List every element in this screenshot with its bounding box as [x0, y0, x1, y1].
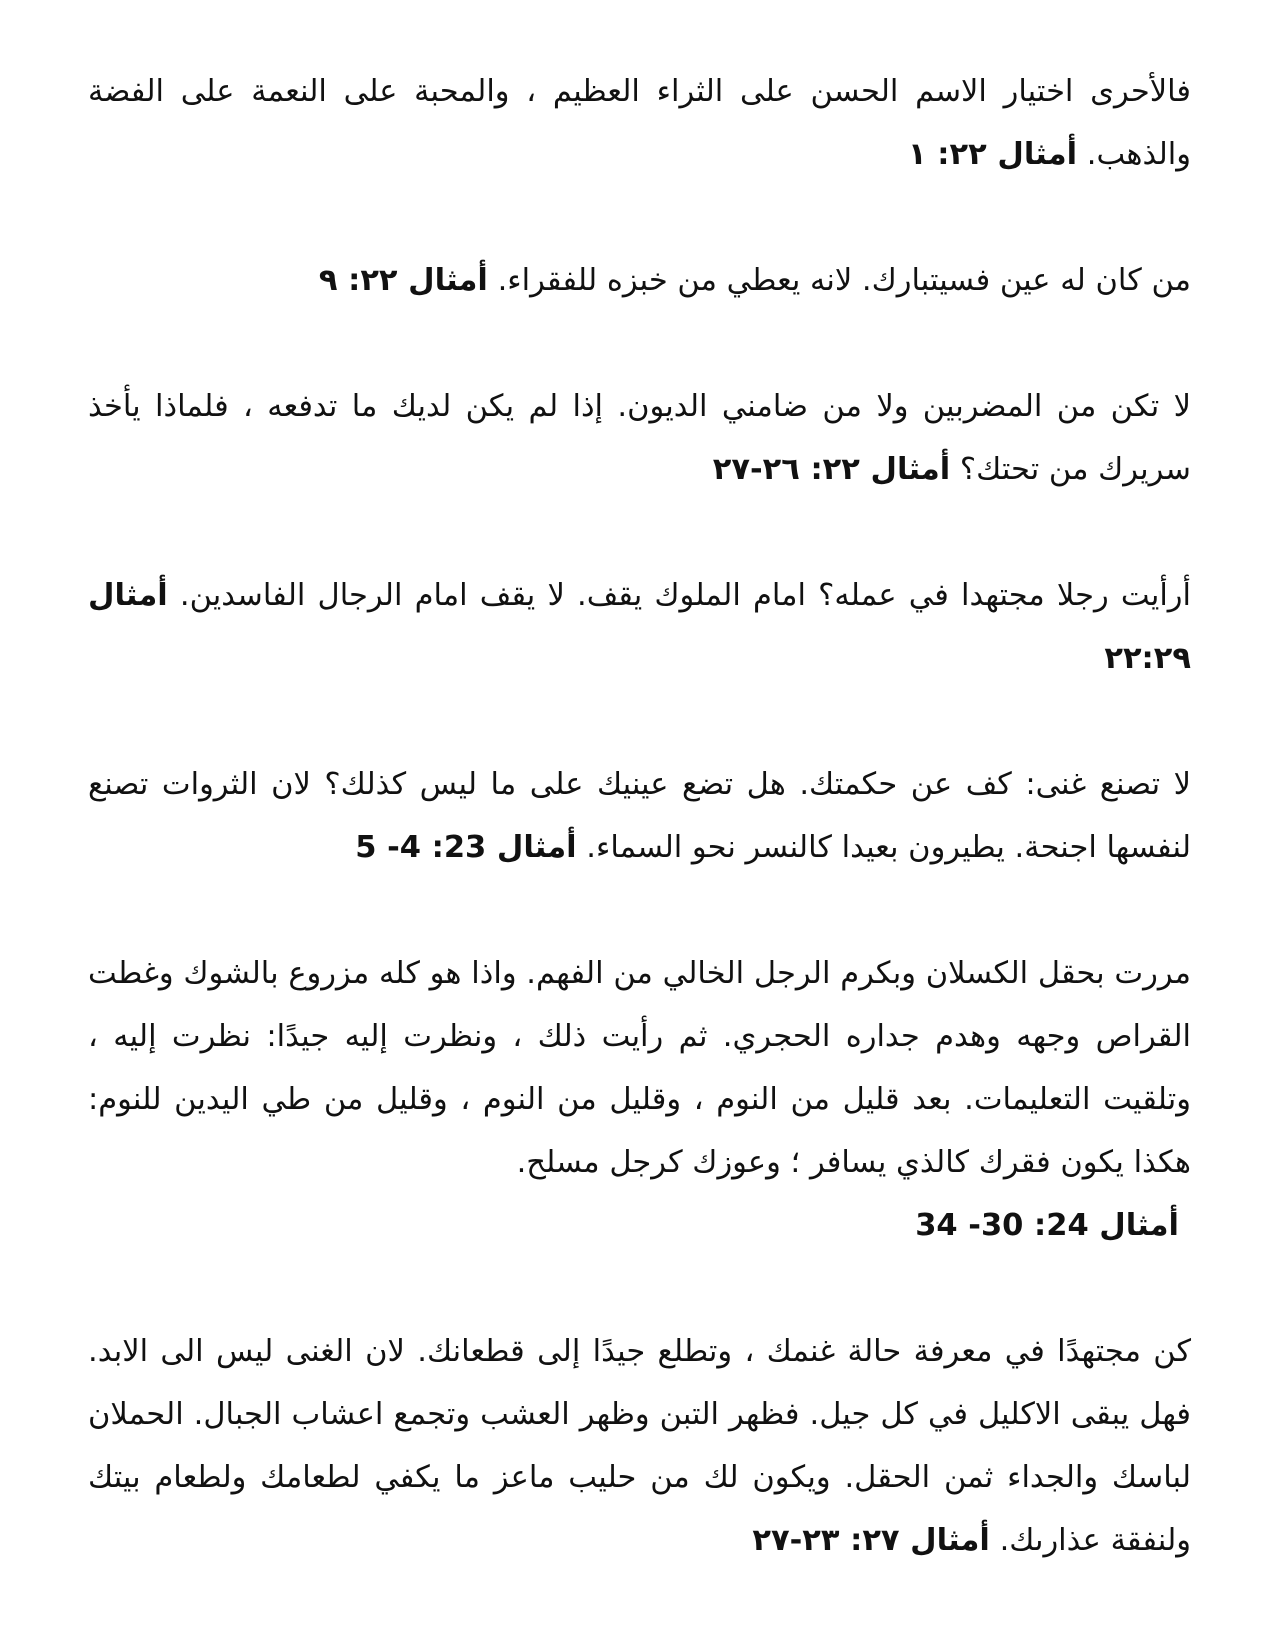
proverb-text: من كان له عين فسيتبارك. لانه يعطي من خبزه للفقراء. — [487, 263, 1191, 298]
proverb-text: مررت بحقل الكسلان وبكرم الرجل الخالي من الفهم. واذا هو كله مزروع بالشوك وغطت القراص وجهه وهدم جداره الحجري. ثم رأيت ذلك ، ونظرت إليه جيدًا: نظرت إليه ، وتلقيت التعليمات. بعد قليل من النوم ، وقليل من النوم ، وقليل من طي اليدين للنوم: هكذا يكون فقرك كالذي يسافر ؛ وعوزك كرجل مسلح. — [88, 956, 1191, 1180]
verse-reference: أمثال ٢٢:٢٩ — [88, 578, 1191, 676]
proverb-text: فالأحرى اختيار الاسم الحسن على الثراء العظيم ، والمحبة على النعمة على الفضة والذهب. — [88, 74, 1191, 172]
verse-reference: أمثال ٢٢: ١ — [908, 137, 1078, 172]
proverb-paragraph — [88, 1320, 1191, 1572]
verse-reference: أمثال ٢٢: ٩ — [318, 263, 488, 298]
verse-reference: أمثال 23: 4- 5 — [355, 830, 577, 865]
proverb-paragraph — [88, 942, 1191, 1257]
proverb-paragraph — [88, 249, 1191, 312]
proverb-text: كن مجتهدًا في معرفة حالة غنمك ، وتطلع جيدًا إلى قطعانك. لان الغنى ليس الى الابد. فهل يبقى الاكليل في كل جيل. فظهر التبن وظهر العشب وتجمع اعشاب الجبال. الحملان لباسك والجداء ثمن الحقل. ويكون لك من حليب ماعز ما يكفي لطعامك ولطعام بيتك ولنفقة عذارىك. — [88, 1334, 1191, 1558]
verse-reference: أمثال 24: 30- 34 — [915, 1208, 1179, 1243]
proverb-text: لا تصنع غنى: كف عن حكمتك. هل تضع عينيك على ما ليس كذلك؟ لان الثروات تصنع لنفسها اجنحة. يطيرون بعيدا كالنسر نحو السماء. — [88, 767, 1191, 865]
verse-reference: أمثال ٢٧: ٢٣-٢٧ — [752, 1523, 990, 1558]
proverb-text: لا تكن من المضربين ولا من ضامني الديون. إذا لم يكن لديك ما تدفعه ، فلماذا يأخذ سريرك من تحتك؟ — [88, 389, 1191, 487]
proverb-text: أرأيت رجلا مجتهدا في عمله؟ امام الملوك يقف. لا يقف امام الرجال الفاسدين. — [167, 578, 1191, 613]
proverb-paragraph — [88, 375, 1191, 501]
proverb-paragraph — [88, 60, 1191, 186]
verse-reference: أمثال ٢٢: ٢٦-٢٧ — [712, 452, 951, 487]
proverb-paragraph — [88, 753, 1191, 879]
document-page — [88, 60, 1191, 1572]
proverb-paragraph — [88, 564, 1191, 690]
